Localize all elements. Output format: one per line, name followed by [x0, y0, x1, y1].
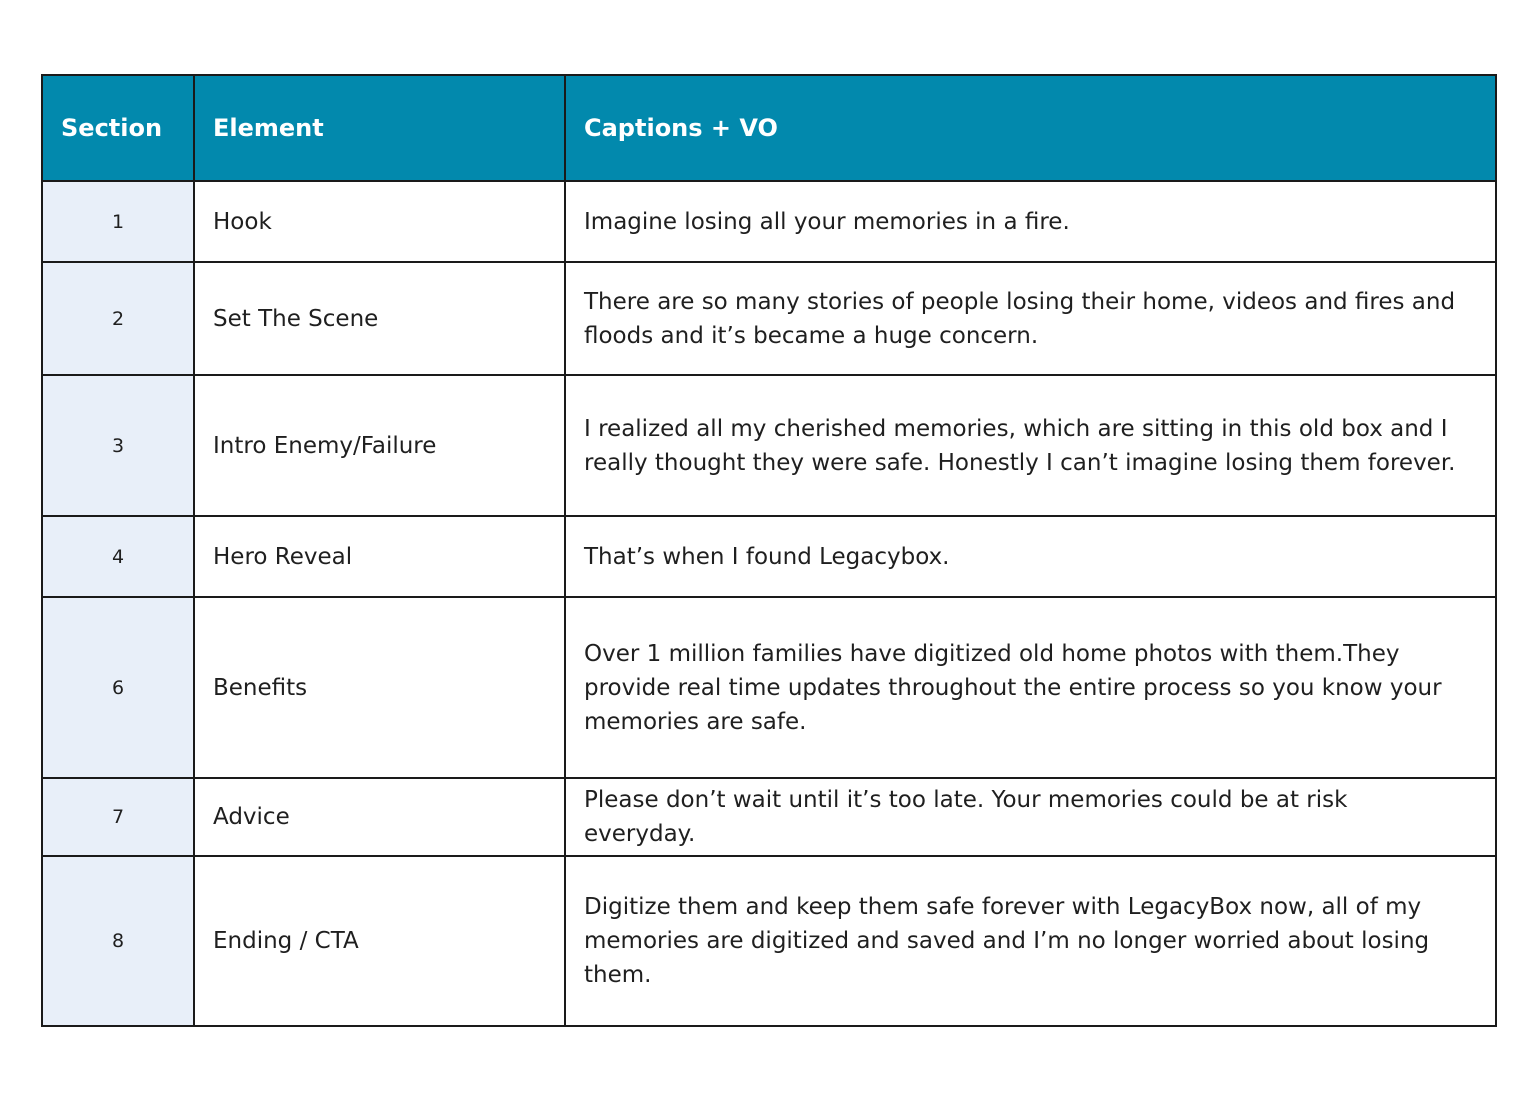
- element-label: Ending / CTA: [194, 856, 565, 1026]
- header-section: Section: [42, 75, 194, 181]
- table-body: [42, 181, 1496, 1026]
- section-number: 7: [42, 778, 194, 856]
- element-label: Advice: [194, 778, 565, 856]
- caption-text: Digitize them and keep them safe forever with LegacyBox now, all of my memories are digitized and saved and I’m no longer worried about losing them.: [565, 856, 1496, 1026]
- element-label: Set The Scene: [194, 262, 565, 375]
- header-element: Element: [194, 75, 565, 181]
- element-label: Hook: [194, 181, 565, 262]
- header-row: [42, 75, 1496, 181]
- table-row: [42, 181, 1496, 262]
- caption-text: I realized all my cherished memories, which are sitting in this old box and I really thought they were safe. Honestly I can’t imagine losing them forever.: [565, 375, 1496, 516]
- caption-text: There are so many stories of people losing their home, videos and fires and floods and it’s became a huge concern.: [565, 262, 1496, 375]
- table-row: [42, 516, 1496, 597]
- section-number: 8: [42, 856, 194, 1026]
- table-header: [42, 75, 1496, 181]
- table-row: [42, 856, 1496, 1026]
- table-row: [42, 597, 1496, 778]
- element-label: Hero Reveal: [194, 516, 565, 597]
- table-row: [42, 778, 1496, 856]
- table-row: [42, 262, 1496, 375]
- section-number: 2: [42, 262, 194, 375]
- caption-text: Please don’t wait until it’s too late. Your memories could be at risk everyday.: [565, 778, 1496, 856]
- table-row: [42, 375, 1496, 516]
- caption-text: Imagine losing all your memories in a fire.: [565, 181, 1496, 262]
- section-number: 4: [42, 516, 194, 597]
- section-number: 6: [42, 597, 194, 778]
- header-captions: Captions + VO: [565, 75, 1496, 181]
- caption-text: Over 1 million families have digitized old home photos with them.They provide real time updates throughout the entire process so you know your memories are safe.: [565, 597, 1496, 778]
- section-number: 1: [42, 181, 194, 262]
- caption-text: That’s when I found Legacybox.: [565, 516, 1496, 597]
- section-number: 3: [42, 375, 194, 516]
- script-table: [41, 74, 1497, 1027]
- element-label: Benefits: [194, 597, 565, 778]
- element-label: Intro Enemy/Failure: [194, 375, 565, 516]
